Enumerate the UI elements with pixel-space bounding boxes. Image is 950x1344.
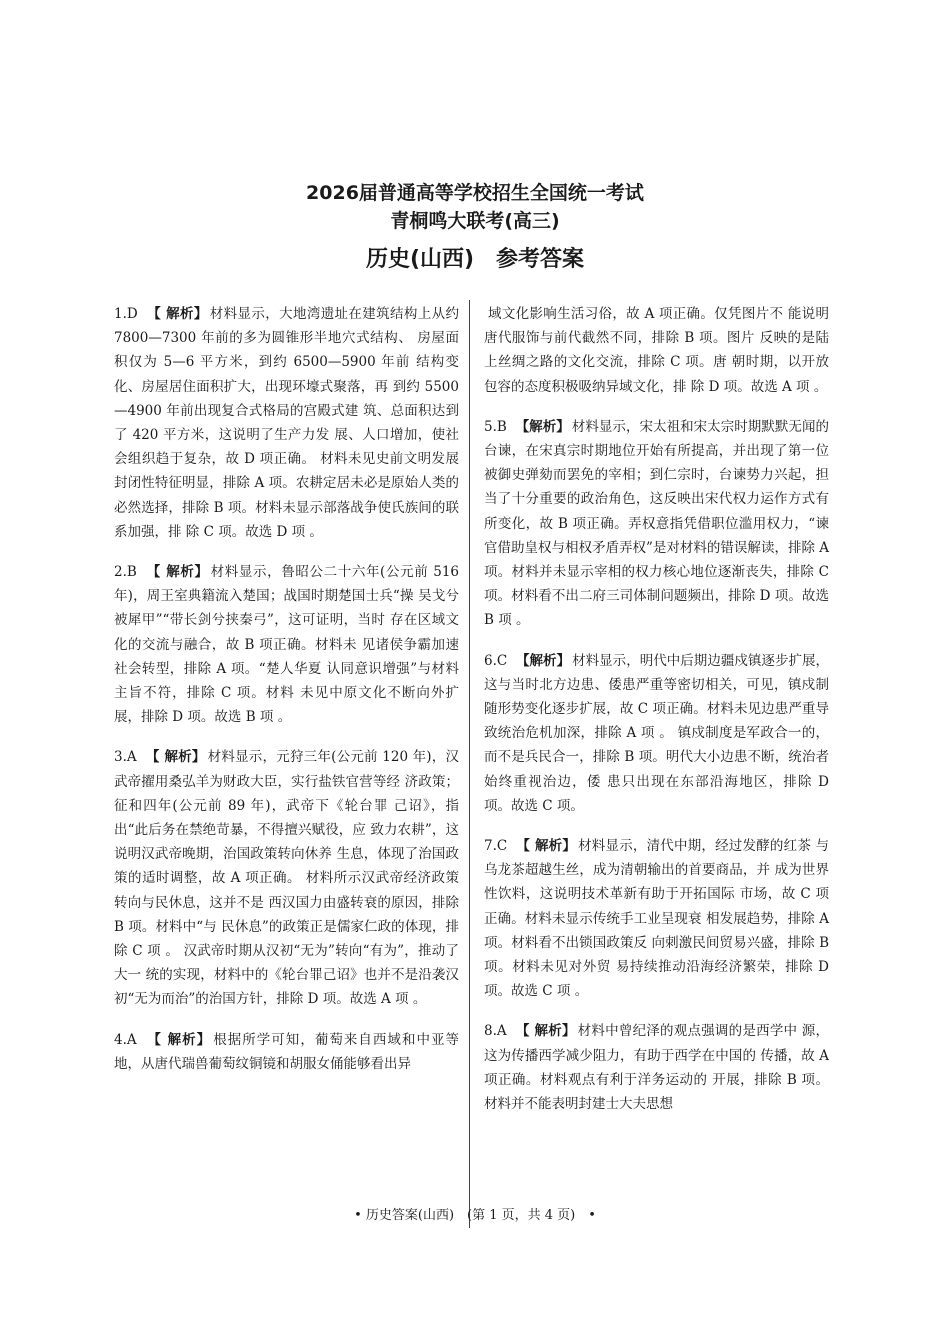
right-column: [484, 302, 829, 1132]
analysis-tag: 【 解析】: [522, 1023, 576, 1040]
page-footer: • 历史答案(山西) (第 1 页，共 4 页) •: [354, 1208, 596, 1223]
answer-text: 材料显示，鲁昭公二十六年(公元前 516 年)，周王室典籍流入楚国；战国时期楚国士兵“操 吴戈兮被犀甲”“带长剑兮挟秦弓”，这可证明，当时 存在区域文化的交流与融合，故 B 项正确。材料未 见诸侯争霸加速社会转型，排除 A 项。“楚人华夏 认同意识增强”与材料主旨不符，排除 C 项。材料 未见中原文化不断向外扩展，排除 D 项。故选 B 项 。: [114, 564, 459, 726]
answer-text: 材料显示，宋太祖和宋太宗时期默默无闻的台谏，在宋真宗时期地位开始有所提高，并出现了第一位被御史弹劾而罢免的宰相；到仁宗时，台谏势力兴起，担当了十分重要的政治角色，这反映出宋代权力运作方式有所变化，故 B 项正确。弄权意指凭借职位滥用权力，“谏官借助皇权与相权矛盾弄权”是对材料的错误解读，排除 A 项。材料并未显示宰相的权力核心地位逐渐丧失，排除 C 项。材料看不出二府三司体制问题频出，排除 D 项。故选 B 项 。: [484, 418, 829, 629]
analysis-tag: 【 解析】: [154, 1031, 212, 1048]
answer-number: 4.A: [114, 1031, 153, 1048]
analysis-tag: 【 解析】: [523, 838, 577, 855]
answer-item-4-continued: [484, 302, 829, 399]
exam-title-line2: 青桐鸣大联考(高三): [390, 210, 560, 232]
answer-number: 6.C: [484, 652, 521, 669]
analysis-tag: 【 解析】: [152, 749, 206, 766]
answer-text: 材料中曾纪泽的观点强调的是西学中 源，这为传播西学减少阻力，有助于西学在中国的 传播，故 A 项正确。材料观点有利于洋务运动的 开展，排除 B 项。材料并不能表明封建士大夫思想: [484, 1023, 830, 1113]
answer-item-3: [114, 745, 459, 1011]
answer-text: 材料显示，明代中后期边疆戍镇逐步扩展，这与当时北方边患、倭患严重等密切相关，可见，镇戍制随形势变化逐步扩展，故 C 项正确。材料未见边患严重导致统治危机加深，排除 A 项 。 镇戍制度是军政合一的，而不是兵民合一，排除 B 项。明代大小边患不断，统治者始终重视治边，倭 患只出现在东部沿海地区，排除 D 项。故选 C 项。: [484, 652, 830, 814]
answer-text: 材料显示，大地湾遗址在建筑结构上从约 7800—7300 年前的多为圆锥形半地穴式结构、 房屋面积仅为 5—6 平方米，到约 6500—5900 年前 结构变化、房屋居住面积扩大，出现环壕式聚落，再 到约 5500—4900 年前出现复合式格局的宫殿式建 筑、总面积达到了 420 平方米，这说明了生产力发 展、人口增加，使社会组织趋于复杂，故 D 项正确。 材料未见史前文明发展封闭性特征明显，排除 A 项。农耕定居未必是原始人类的必然选择，排除 B 项。材料未显示部落战争使氏族间的联系加强，排 除 C 项。故选 D 项 。: [114, 306, 460, 540]
answer-number: 2.B: [114, 564, 152, 581]
answer-item-2: [114, 560, 459, 729]
answer-number: 1.D: [114, 306, 152, 322]
answer-item-1: [114, 302, 459, 544]
analysis-tag: 【解析】: [522, 418, 570, 435]
answer-item-6: [484, 649, 829, 818]
answer-number: 8.A: [484, 1023, 521, 1040]
analysis-tag: 【 解析】: [153, 564, 209, 581]
exam-title-line1: 2026届普通高等学校招生全国统一考试: [306, 182, 644, 204]
answer-item-5: [484, 415, 829, 633]
answer-number: 3.A: [114, 749, 151, 766]
exam-title-subject: 历史(山西) 参考答案: [365, 247, 585, 272]
answer-item-4: [114, 1028, 459, 1076]
analysis-tag: 【 解析】: [153, 306, 208, 322]
answer-number: 7.C: [484, 838, 522, 855]
answer-item-7: [484, 834, 829, 1003]
answer-text: 域文化影响生活习俗，故 A 项正确。仅凭图片不 能说明唐代服饰与前代截然不同，排除 B 项。图片 反映的是陆上丝绸之路的文化交流，排除 C 项。唐 朝时期，以开放包容的态度积极吸纳异域文化，排 除 D 项。故选 A 项 。: [484, 306, 829, 395]
answer-number: 5.B: [484, 418, 521, 435]
analysis-tag: 【解析】: [522, 652, 571, 669]
column-divider: [469, 300, 470, 1228]
left-column: [114, 302, 459, 1092]
answer-text: 材料显示，元狩三年(公元前 120 年)，汉武帝擢用桑弘羊为财政大臣，实行盐铁官营等经 济政策；征和四年(公元前 89 年)，武帝下《轮台罪 己诏》，指出“此后务在禁绝苛暴，不得擅兴赋役，应 致力农耕”，这说明汉武帝晚期，治国政策转向休养 生息，体现了治国政策的适时调整，故 A 项正确。 材料所示汉武帝经济政策转向与民休息，这并不是 西汉国力由盛转衰的原因，排除 B 项。材料中“与 民休息”的政策正是儒家仁政的体现，排除 C 项 。 汉武帝时期从汉初“无为”转向“有为”，推动了大一 统的实现，材料中的《轮台罪己诏》也并不是沿袭汉 初“无为而治”的治国方针，排除 D 项。故选 A 项 。: [114, 749, 459, 1008]
answer-text: 材料显示，清代中期，经过发酵的红茶 与乌龙茶超越生丝，成为清朝输出的首要商品，并 成为世界性饮料，这说明技术革新有助于开拓国际 市场，故 C 项正确。材料未显示传统手工业呈现衰 相发展趋势，排除 A 项。材料看不出锁国政策反 向刺激民间贸易兴盛，排除 B 项。材料未见对外贸 易持续推动沿海经济繁荣，排除 D 项。故选 C 项 。: [484, 838, 830, 1000]
answer-item-8: [484, 1019, 829, 1116]
answer-text: 根据所学可知，葡萄来自西域和中亚等 地，从唐代瑞兽葡萄纹铜镜和胡服女俑能够看出异: [114, 1031, 460, 1072]
